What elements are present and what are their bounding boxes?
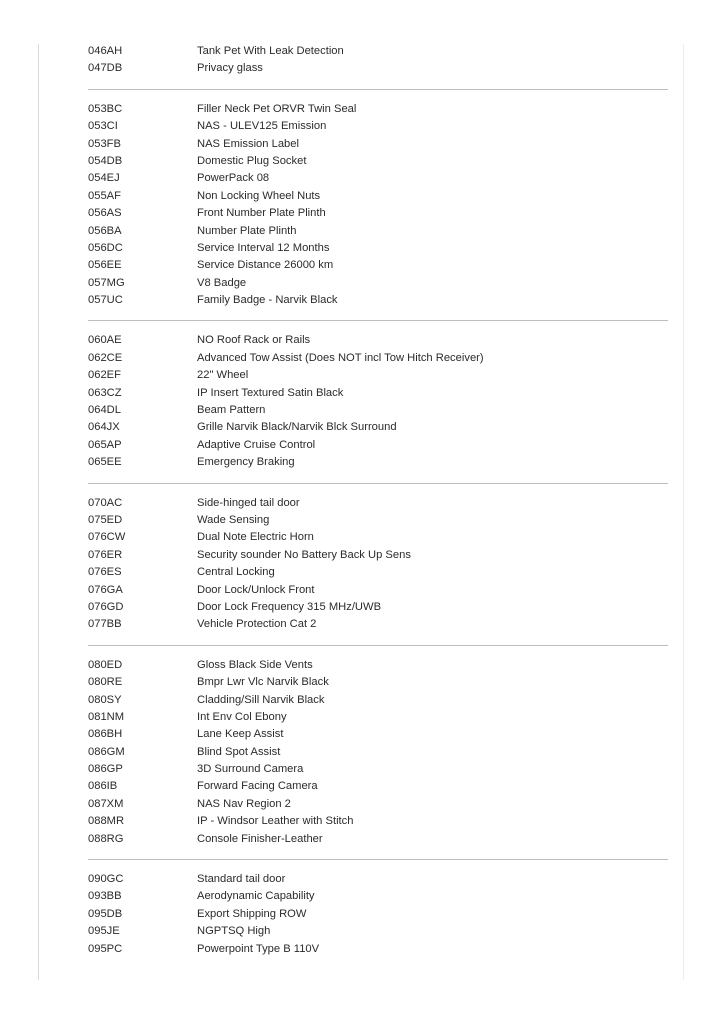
option-description: Adaptive Cruise Control bbox=[197, 438, 316, 451]
option-row bbox=[88, 385, 668, 402]
option-description: Int Env Col Ebony bbox=[197, 710, 287, 723]
option-description: Side-hinged tail door bbox=[197, 496, 300, 509]
option-row bbox=[88, 726, 668, 743]
option-description: Advanced Tow Assist (Does NOT incl Tow Hitch Receiver) bbox=[197, 351, 484, 364]
option-code: 062EF bbox=[88, 369, 121, 382]
option-row bbox=[88, 402, 668, 419]
option-description: Tank Pet With Leak Detection bbox=[197, 45, 344, 57]
option-description: IP Insert Textured Satin Black bbox=[197, 386, 344, 399]
option-description: Wade Sensing bbox=[197, 513, 270, 526]
option-code: 056DC bbox=[88, 241, 123, 254]
option-code: 053CI bbox=[88, 120, 118, 133]
option-code: 054EJ bbox=[88, 172, 120, 185]
option-code: 064DL bbox=[88, 404, 121, 417]
option-description: NAS - ULEV125 Emission bbox=[197, 120, 327, 133]
option-row bbox=[88, 454, 668, 471]
option-code: 065AP bbox=[88, 438, 122, 451]
option-row bbox=[88, 778, 668, 795]
option-code: 095DB bbox=[88, 907, 123, 920]
option-description: Family Badge - Narvik Black bbox=[197, 294, 338, 307]
option-row bbox=[88, 547, 668, 564]
option-row bbox=[88, 906, 668, 923]
group-divider bbox=[88, 89, 668, 90]
option-description: Service Interval 12 Months bbox=[197, 241, 330, 254]
option-row bbox=[88, 118, 668, 135]
option-group bbox=[88, 43, 668, 78]
option-code: 046AH bbox=[88, 45, 123, 57]
option-code: 057UC bbox=[88, 294, 123, 307]
option-code: 076ES bbox=[88, 566, 122, 579]
option-row bbox=[88, 923, 668, 940]
option-row bbox=[88, 616, 668, 633]
option-row bbox=[88, 582, 668, 599]
option-description: Grille Narvik Black/Narvik Blck Surround bbox=[197, 421, 397, 434]
option-row bbox=[88, 564, 668, 581]
option-row bbox=[88, 101, 668, 118]
option-row bbox=[88, 437, 668, 454]
option-code: 095JE bbox=[88, 925, 120, 938]
option-code: 054DB bbox=[88, 154, 123, 167]
option-code: 047DB bbox=[88, 62, 123, 75]
option-code: 090GC bbox=[88, 873, 124, 886]
option-description: IP - Windsor Leather with Stitch bbox=[197, 815, 354, 828]
option-description: Door Lock/Unlock Front bbox=[197, 583, 315, 596]
option-code: 080SY bbox=[88, 693, 122, 706]
option-code: 062CE bbox=[88, 351, 123, 364]
option-row bbox=[88, 495, 668, 512]
option-row bbox=[88, 136, 668, 153]
option-code: 076CW bbox=[88, 531, 126, 544]
option-row bbox=[88, 205, 668, 222]
option-code: 070AC bbox=[88, 496, 123, 509]
option-description: Vehicle Protection Cat 2 bbox=[197, 618, 317, 631]
option-description: 22" Wheel bbox=[197, 369, 249, 382]
option-description: Beam Pattern bbox=[197, 404, 266, 417]
option-code: 087XM bbox=[88, 797, 124, 810]
option-description: Privacy glass bbox=[197, 62, 263, 75]
option-row bbox=[88, 761, 668, 778]
option-code: 086BH bbox=[88, 728, 123, 741]
option-row bbox=[88, 941, 668, 958]
option-row bbox=[88, 240, 668, 257]
option-row bbox=[88, 674, 668, 691]
option-group bbox=[88, 871, 668, 958]
option-description: Number Plate Plinth bbox=[197, 224, 297, 237]
option-row bbox=[88, 275, 668, 292]
option-code: 086GP bbox=[88, 763, 123, 776]
option-code: 056AS bbox=[88, 207, 122, 220]
option-row bbox=[88, 153, 668, 170]
option-code: 088RG bbox=[88, 832, 124, 845]
option-description: NO Roof Rack or Rails bbox=[197, 334, 311, 347]
option-code: 076GA bbox=[88, 583, 123, 596]
option-code: 088MR bbox=[88, 815, 125, 828]
option-description: Bmpr Lwr Vlc Narvik Black bbox=[197, 676, 329, 689]
option-description: Service Distance 26000 km bbox=[197, 259, 334, 272]
option-code-list bbox=[38, 44, 684, 980]
option-row bbox=[88, 657, 668, 674]
option-code: 076GD bbox=[88, 600, 124, 613]
option-description: Aerodynamic Capability bbox=[197, 890, 315, 903]
option-code: 080ED bbox=[88, 658, 123, 671]
option-description: Security sounder No Battery Back Up Sens bbox=[197, 548, 411, 561]
option-group bbox=[88, 495, 668, 634]
option-description: V8 Badge bbox=[197, 276, 247, 289]
option-row bbox=[88, 170, 668, 187]
option-code: 053FB bbox=[88, 137, 121, 150]
option-description: Non Locking Wheel Nuts bbox=[197, 189, 321, 202]
option-row bbox=[88, 512, 668, 529]
option-code: 056EE bbox=[88, 259, 122, 272]
option-description: Central Locking bbox=[197, 566, 275, 579]
option-code: 053BC bbox=[88, 102, 123, 115]
option-code: 055AF bbox=[88, 189, 121, 202]
option-description: PowerPack 08 bbox=[197, 172, 270, 185]
option-description: NGPTSQ High bbox=[197, 925, 271, 938]
option-description: Front Number Plate Plinth bbox=[197, 207, 326, 220]
option-description: Filler Neck Pet ORVR Twin Seal bbox=[197, 102, 357, 115]
option-code: 056BA bbox=[88, 224, 122, 237]
option-row bbox=[88, 744, 668, 761]
group-divider bbox=[88, 483, 668, 484]
option-row bbox=[88, 188, 668, 205]
option-description: Domestic Plug Socket bbox=[197, 154, 307, 167]
group-divider bbox=[88, 645, 668, 646]
option-description: Emergency Braking bbox=[197, 456, 295, 469]
option-code: 060AE bbox=[88, 334, 122, 347]
option-row bbox=[88, 692, 668, 709]
option-row bbox=[88, 60, 668, 77]
option-group bbox=[88, 332, 668, 471]
option-description: 3D Surround Camera bbox=[197, 763, 304, 776]
option-row bbox=[88, 599, 668, 616]
option-row bbox=[88, 257, 668, 274]
option-group bbox=[88, 101, 668, 310]
option-code: 077BB bbox=[88, 618, 122, 631]
option-code: 095PC bbox=[88, 942, 123, 955]
option-row bbox=[88, 292, 668, 309]
option-code: 086GM bbox=[88, 745, 125, 758]
option-code: 081NM bbox=[88, 710, 125, 723]
option-groups bbox=[88, 43, 668, 958]
option-row bbox=[88, 350, 668, 367]
option-row bbox=[88, 871, 668, 888]
option-row bbox=[88, 43, 668, 60]
option-row bbox=[88, 419, 668, 436]
option-row bbox=[88, 796, 668, 813]
option-code: 080RE bbox=[88, 676, 123, 689]
option-code: 063CZ bbox=[88, 386, 122, 399]
option-row bbox=[88, 529, 668, 546]
option-row bbox=[88, 831, 668, 848]
option-description: Blind Spot Assist bbox=[197, 745, 281, 758]
option-row bbox=[88, 223, 668, 240]
option-description: Gloss Black Side Vents bbox=[197, 658, 313, 671]
option-description: Standard tail door bbox=[197, 873, 286, 886]
option-description: NAS Nav Region 2 bbox=[197, 797, 291, 810]
option-code: 065EE bbox=[88, 456, 122, 469]
option-group bbox=[88, 657, 668, 848]
option-row bbox=[88, 367, 668, 384]
option-description: NAS Emission Label bbox=[197, 137, 299, 150]
option-row bbox=[88, 709, 668, 726]
option-code: 093BB bbox=[88, 890, 122, 903]
option-description: Door Lock Frequency 315 MHz/UWB bbox=[197, 600, 382, 613]
option-description: Export Shipping ROW bbox=[197, 907, 307, 920]
option-row bbox=[88, 332, 668, 349]
option-description: Console Finisher-Leather bbox=[197, 832, 323, 845]
option-description: Dual Note Electric Horn bbox=[197, 531, 314, 544]
option-code: 075ED bbox=[88, 513, 123, 526]
option-description: Forward Facing Camera bbox=[197, 780, 318, 793]
option-description: Lane Keep Assist bbox=[197, 728, 284, 741]
option-code: 064JX bbox=[88, 421, 120, 434]
group-divider bbox=[88, 859, 668, 860]
option-description: Cladding/Sill Narvik Black bbox=[197, 693, 325, 706]
option-row bbox=[88, 888, 668, 905]
option-code: 076ER bbox=[88, 548, 123, 561]
group-divider bbox=[88, 320, 668, 321]
option-code: 057MG bbox=[88, 276, 125, 289]
option-code: 086IB bbox=[88, 780, 118, 793]
option-row bbox=[88, 813, 668, 830]
option-description: Powerpoint Type B 110V bbox=[197, 942, 320, 955]
